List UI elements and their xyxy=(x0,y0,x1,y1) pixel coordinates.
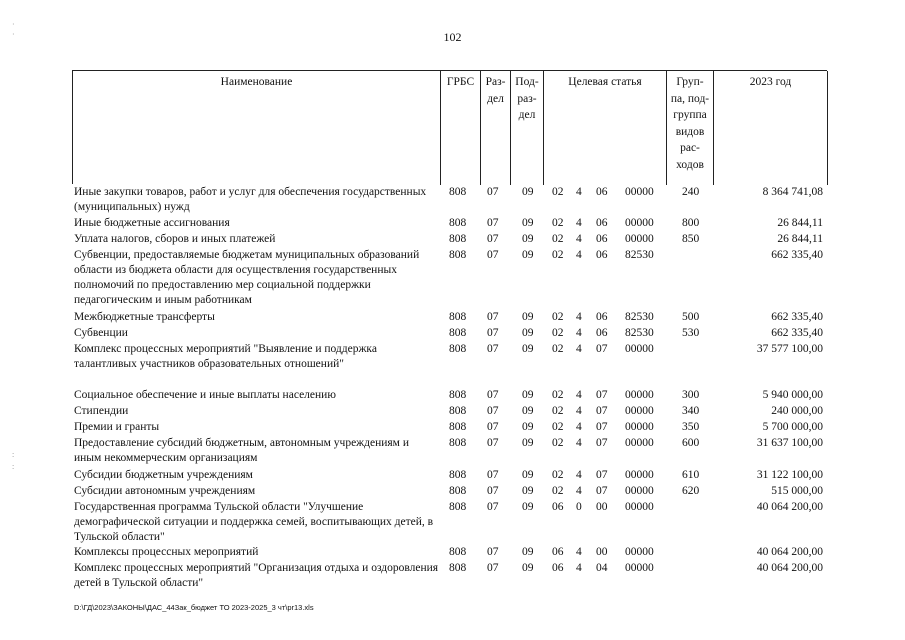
row-pr: 09 xyxy=(522,562,534,574)
row-t3: 07 xyxy=(596,405,608,417)
row-rz: 07 xyxy=(487,186,499,198)
row-grp: 300 xyxy=(682,389,700,401)
row-t2: 4 xyxy=(576,249,582,261)
row-t1: 02 xyxy=(552,311,564,323)
row-name: Субсидии бюджетным учреждениям xyxy=(74,469,253,481)
row-sum: 26 844,11 xyxy=(777,217,823,229)
row-t2: 4 xyxy=(576,546,582,558)
row-name: Межбюджетные трансферты xyxy=(74,311,215,323)
row-rz: 07 xyxy=(487,501,499,513)
row-pr: 09 xyxy=(522,546,534,558)
row-grbs: 808 xyxy=(449,501,467,513)
row-t4: 00000 xyxy=(625,389,654,401)
row-t1: 06 xyxy=(552,546,564,558)
row-pr: 09 xyxy=(522,437,534,449)
header-target: Целевая статья xyxy=(544,71,667,185)
row-t1: 06 xyxy=(552,501,564,513)
row-t2: 4 xyxy=(576,186,582,198)
row-t2: 4 xyxy=(576,233,582,245)
row-t4: 00000 xyxy=(625,217,654,229)
row-name: Комплексы процессных мероприятий xyxy=(74,546,259,558)
row-t3: 06 xyxy=(596,249,608,261)
row-grbs: 808 xyxy=(449,311,467,323)
row-grp: 600 xyxy=(682,437,700,449)
row-pr: 09 xyxy=(522,249,534,261)
row-grp: 350 xyxy=(682,421,700,433)
row-t1: 02 xyxy=(552,485,564,497)
row-t1: 02 xyxy=(552,343,564,355)
row-sum: 5 700 000,00 xyxy=(762,421,823,433)
row-sum: 37 577 100,00 xyxy=(756,343,823,355)
row-t4: 00000 xyxy=(625,501,654,513)
row-pr: 09 xyxy=(522,186,534,198)
row-grp: 530 xyxy=(682,327,700,339)
row-t2: 4 xyxy=(576,421,582,433)
row-rz: 07 xyxy=(487,405,499,417)
row-grbs: 808 xyxy=(449,437,467,449)
row-pr: 09 xyxy=(522,343,534,355)
row-pr: 09 xyxy=(522,501,534,513)
row-t3: 06 xyxy=(596,327,608,339)
row-sum: 662 335,40 xyxy=(771,327,823,339)
row-rz: 07 xyxy=(487,343,499,355)
row-name: Предоставление субсидий бюджетным, автономным учреждениям и иным некоммерческим организациям xyxy=(74,437,409,464)
row-rz: 07 xyxy=(487,327,499,339)
row-t2: 4 xyxy=(576,343,582,355)
row-t3: 06 xyxy=(596,217,608,229)
row-t1: 02 xyxy=(552,249,564,261)
row-grbs: 808 xyxy=(449,186,467,198)
row-sum: 662 335,40 xyxy=(771,249,823,261)
row-t3: 06 xyxy=(596,233,608,245)
row-t1: 06 xyxy=(552,562,564,574)
row-t4: 00000 xyxy=(625,405,654,417)
row-grp: 610 xyxy=(682,469,700,481)
row-name: Стипендии xyxy=(74,405,129,417)
row-t4: 00000 xyxy=(625,485,654,497)
row-sum: 5 940 000,00 xyxy=(762,389,823,401)
row-rz: 07 xyxy=(487,562,499,574)
row-pr: 09 xyxy=(522,389,534,401)
header-name: Наименование xyxy=(73,71,441,185)
row-pr: 09 xyxy=(522,233,534,245)
row-grbs: 808 xyxy=(449,343,467,355)
row-pr: 09 xyxy=(522,469,534,481)
row-t2: 4 xyxy=(576,327,582,339)
row-name: Субвенции, предоставляемые бюджетам муниципальных образований области из бюджета области для осуществления государственных полномочий по предоставлению мер социальной поддержки педагогическим и иным работникам xyxy=(74,249,420,306)
row-t1: 02 xyxy=(552,389,564,401)
row-t3: 06 xyxy=(596,311,608,323)
row-t4: 82530 xyxy=(625,327,654,339)
row-grbs: 808 xyxy=(449,217,467,229)
row-grbs: 808 xyxy=(449,562,467,574)
row-t4: 00000 xyxy=(625,562,654,574)
row-t4: 00000 xyxy=(625,233,654,245)
file-path: D:\ГД\2023\ЗАКОНЫ\ДАС_44Зак_бюджет ТО 2023-2025_3 чт\pr13.xls xyxy=(74,603,314,612)
row-t2: 4 xyxy=(576,217,582,229)
row-name: Субвенции xyxy=(74,327,128,339)
row-t3: 04 xyxy=(596,562,608,574)
row-t1: 02 xyxy=(552,217,564,229)
row-t3: 07 xyxy=(596,343,608,355)
row-sum: 662 335,40 xyxy=(771,311,823,323)
row-grbs: 808 xyxy=(449,485,467,497)
row-t3: 07 xyxy=(596,469,608,481)
row-rz: 07 xyxy=(487,546,499,558)
row-t3: 07 xyxy=(596,389,608,401)
row-t2: 4 xyxy=(576,469,582,481)
row-name: Комплекс процессных мероприятий "Организация отдыха и оздоровления детей в Тульской области" xyxy=(74,562,439,589)
row-grp: 340 xyxy=(682,405,700,417)
row-t1: 02 xyxy=(552,437,564,449)
row-rz: 07 xyxy=(487,389,499,401)
header-group: Груп- па, под- группа видов рас- ходов xyxy=(667,71,714,185)
row-pr: 09 xyxy=(522,217,534,229)
header-razdel: Раз- дел xyxy=(481,71,511,185)
row-rz: 07 xyxy=(487,469,499,481)
row-sum: 31 637 100,00 xyxy=(756,437,823,449)
row-sum: 40 064 200,00 xyxy=(756,546,823,558)
row-grbs: 808 xyxy=(449,421,467,433)
row-t2: 4 xyxy=(576,405,582,417)
row-t2: 4 xyxy=(576,562,582,574)
row-t2: 4 xyxy=(576,311,582,323)
row-grbs: 808 xyxy=(449,327,467,339)
scan-mark: · xyxy=(12,20,15,29)
row-t2: 4 xyxy=(576,389,582,401)
row-grp: 620 xyxy=(682,485,700,497)
header-podrazdel: Под- раз- дел xyxy=(511,71,544,185)
row-name: Государственная программа Тульской области "Улучшение демографической ситуации и поддержка семей, воспитывающих детей, в Тульской области" xyxy=(74,501,434,543)
page-number: 102 xyxy=(443,30,462,44)
scan-mark: : xyxy=(12,450,15,459)
row-grp: 850 xyxy=(682,233,700,245)
row-grbs: 808 xyxy=(449,405,467,417)
row-rz: 07 xyxy=(487,421,499,433)
row-t4: 00000 xyxy=(625,546,654,558)
row-t3: 00 xyxy=(596,501,608,513)
row-t1: 02 xyxy=(552,233,564,245)
row-grp: 240 xyxy=(682,186,700,198)
row-rz: 07 xyxy=(487,217,499,229)
row-t3: 07 xyxy=(596,437,608,449)
row-t1: 02 xyxy=(552,421,564,433)
row-sum: 40 064 200,00 xyxy=(756,501,823,513)
scan-mark: · xyxy=(12,30,15,39)
row-rz: 07 xyxy=(487,485,499,497)
row-name: Иные бюджетные ассигнования xyxy=(74,217,230,229)
row-sum: 40 064 200,00 xyxy=(756,562,823,574)
row-pr: 09 xyxy=(522,327,534,339)
row-pr: 09 xyxy=(522,405,534,417)
row-name: Иные закупки товаров, работ и услуг для обеспечения государственных (муниципальных) нужд xyxy=(74,186,427,213)
row-grp: 500 xyxy=(682,311,700,323)
row-name: Социальное обеспечение и иные выплаты населению xyxy=(74,389,336,401)
row-name: Премии и гранты xyxy=(74,421,160,433)
row-grbs: 808 xyxy=(449,389,467,401)
row-t3: 06 xyxy=(596,186,608,198)
row-rz: 07 xyxy=(487,249,499,261)
row-grp: 800 xyxy=(682,217,700,229)
row-name: Комплекс процессных мероприятий "Выявление и поддержка талантливых участников образовательных отношений" xyxy=(74,343,377,370)
row-sum: 240 000,00 xyxy=(771,405,823,417)
row-grbs: 808 xyxy=(449,233,467,245)
row-t1: 02 xyxy=(552,469,564,481)
row-grbs: 808 xyxy=(449,469,467,481)
row-t2: 4 xyxy=(576,437,582,449)
row-t1: 02 xyxy=(552,327,564,339)
row-rz: 07 xyxy=(487,311,499,323)
row-t2: 0 xyxy=(576,501,582,513)
row-rz: 07 xyxy=(487,437,499,449)
row-t2: 4 xyxy=(576,485,582,497)
header-year: 2023 год xyxy=(714,71,828,185)
row-t1: 02 xyxy=(552,405,564,417)
row-pr: 09 xyxy=(522,485,534,497)
row-grbs: 808 xyxy=(449,546,467,558)
row-t3: 07 xyxy=(596,485,608,497)
row-t4: 82530 xyxy=(625,311,654,323)
row-t3: 07 xyxy=(596,421,608,433)
row-t4: 00000 xyxy=(625,343,654,355)
row-t4: 00000 xyxy=(625,437,654,449)
row-t4: 82530 xyxy=(625,249,654,261)
row-sum: 515 000,00 xyxy=(771,485,823,497)
row-rz: 07 xyxy=(487,233,499,245)
table-header xyxy=(72,70,827,184)
row-name: Субсидии автономным учреждениям xyxy=(74,485,256,497)
row-pr: 09 xyxy=(522,421,534,433)
row-name: Уплата налогов, сборов и иных платежей xyxy=(74,233,276,245)
row-t3: 00 xyxy=(596,546,608,558)
row-pr: 09 xyxy=(522,311,534,323)
row-t1: 02 xyxy=(552,186,564,198)
header-grbs: ГРБС xyxy=(441,71,481,185)
row-sum: 31 122 100,00 xyxy=(756,469,823,481)
row-grbs: 808 xyxy=(449,249,467,261)
row-t4: 00000 xyxy=(625,421,654,433)
scan-mark: : xyxy=(12,462,15,471)
row-sum: 8 364 741,08 xyxy=(762,186,823,198)
row-t4: 00000 xyxy=(625,186,654,198)
row-t4: 00000 xyxy=(625,469,654,481)
row-sum: 26 844,11 xyxy=(777,233,823,245)
